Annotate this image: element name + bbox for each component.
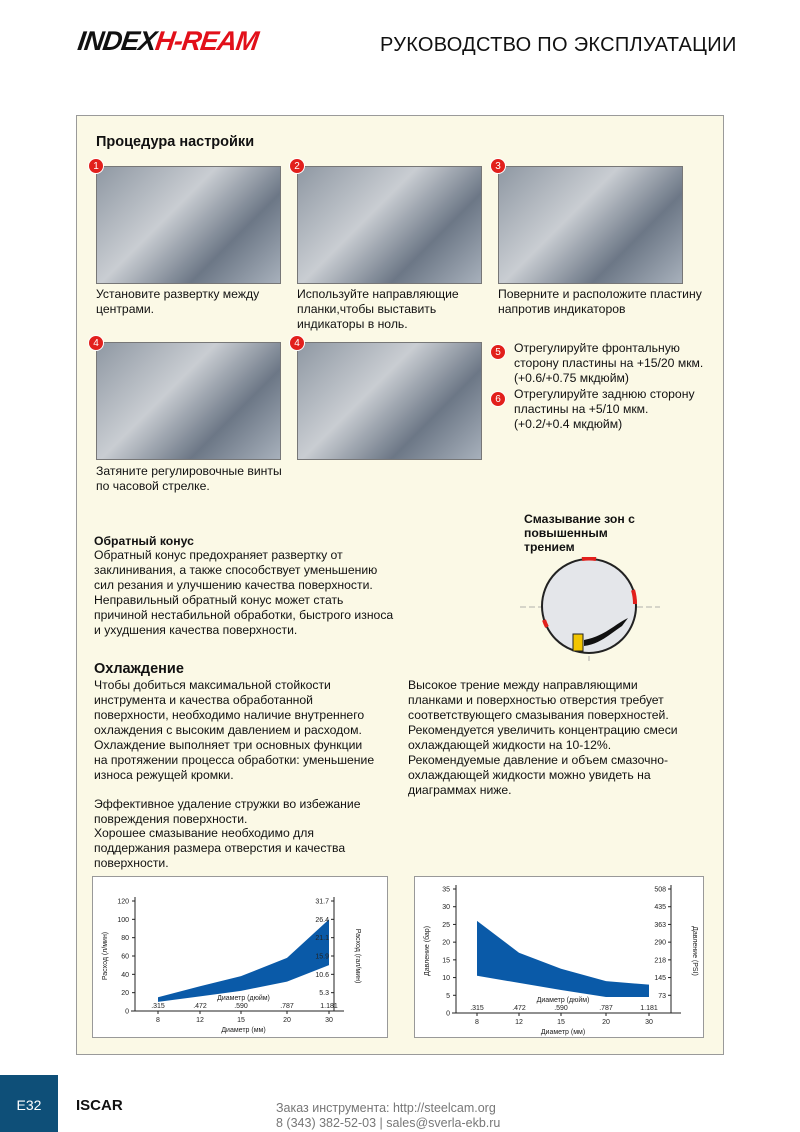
range-area xyxy=(477,921,649,997)
step-badge: 5 xyxy=(490,344,506,360)
x-tick-label: 30 xyxy=(645,1019,653,1026)
y-tick-label: 80 xyxy=(121,935,129,943)
y-tick-label: 100 xyxy=(117,916,129,924)
lubrication-diagram xyxy=(510,557,670,661)
y-right-tick-label: 508 xyxy=(654,886,666,894)
step-4-photo xyxy=(96,342,281,460)
y-right-tick-label: 363 xyxy=(654,921,666,929)
step-badge: 4 xyxy=(88,335,104,351)
y-tick-label: 15 xyxy=(442,957,450,965)
footer-contact xyxy=(276,1101,500,1131)
y-right-tick-label: 21.1 xyxy=(315,935,329,943)
y-tick-label: 30 xyxy=(442,904,450,912)
y-right-tick-label: 31.7 xyxy=(315,898,329,906)
x-label: Диаметр (мм) xyxy=(221,1027,266,1034)
y-label-right: Давление (PSI) xyxy=(691,926,698,976)
y-right-tick-label: 15.9 xyxy=(315,953,329,961)
y-tick-label: 35 xyxy=(442,886,450,894)
back-taper-text: Обратный конус предохраняет развертку от заклинивания, а также способствует уменьшению сил резания и улучшению качества поверхности. Неправильный обратный конус может стать причиной нестабильной обработки, быстрого износа и ухудшения качества поверхности. xyxy=(94,548,394,637)
x-inch-label: .472 xyxy=(512,1005,526,1012)
y-tick-label: 0 xyxy=(125,1008,129,1016)
step-badge: 4 xyxy=(289,335,305,351)
y-right-tick-label: 435 xyxy=(654,904,666,912)
x-tick-label: 8 xyxy=(475,1019,479,1026)
x-inch-label: .787 xyxy=(599,1005,613,1012)
x-tick-label: 20 xyxy=(283,1017,291,1024)
y-label: Давление (бар) xyxy=(424,925,431,977)
step-badge: 2 xyxy=(289,158,305,174)
cooling-paragraph-2: Эффективное удаление стружки во избежание повреждения поверхности. xyxy=(94,797,361,826)
step-badge: 3 xyxy=(490,158,506,174)
x-inch-label: .472 xyxy=(193,1003,207,1010)
logo: INDEXH-REAM xyxy=(75,26,260,56)
x-inch-label: .590 xyxy=(554,1005,568,1012)
back-taper-title: Обратный конус xyxy=(94,534,194,548)
footer-phone-email[interactable]: 8 (343) 382-52-03 | sales@sverla-ekb.ru xyxy=(276,1116,501,1130)
x-inch-label: .590 xyxy=(234,1003,248,1010)
step-5-caption: Отрегулируйте фронтальную сторону пластины на +15/20 мкм. (+0.6/+0.75 мкдюйм) xyxy=(514,341,704,385)
x-inch-label: .787 xyxy=(280,1003,294,1010)
y-tick-label: 5 xyxy=(446,992,450,1000)
x-tick-label: 15 xyxy=(557,1019,565,1026)
flow-chart xyxy=(92,876,388,1038)
y-label: Расход (л/мин) xyxy=(102,931,109,981)
y-tick-label: 60 xyxy=(121,953,129,961)
x-inch-label: 1.181 xyxy=(640,1005,658,1012)
cooling-paragraph-1: Чтобы добиться максимальной стойкости инструмента и качества обработанной поверхности, необходимо наличие внутреннего охлаждения с высоким давлением и расходом. Охлаждение выполняет три основных функции на протяжении процесса обработки: уменьшение износа режущей кромки. xyxy=(94,678,375,782)
x-label-top: Диаметр (дюйм) xyxy=(217,995,270,1002)
y-tick-label: 25 xyxy=(442,921,450,929)
y-right-tick-label: 218 xyxy=(654,957,666,965)
range-area xyxy=(158,916,329,1002)
step-3-caption: Поверните и расположите пластину напротив индикаторов xyxy=(498,287,702,316)
x-tick-label: 12 xyxy=(515,1019,523,1026)
x-tick-label: 30 xyxy=(325,1017,333,1024)
step-3-photo xyxy=(498,166,683,284)
y-right-tick-label: 26.4 xyxy=(315,916,329,924)
y-tick-label: 20 xyxy=(442,939,450,947)
y-tick-label: 10 xyxy=(442,975,450,983)
cooling-paragraph-right: Высокое трение между направляющими планками и поверхностью отверстия требует соответствующего смазывания поверхностей. Рекомендуется увеличить концентрацию смеси охлаждающей жидкости на 10-12%. Рекомендуемые давление и объем смазочно-охлаждающей жидкости можно увидеть на диаграммах ниже. xyxy=(408,678,678,797)
page-header-title: РУКОВОДСТВО ПО ЭКСПЛУАТАЦИИ xyxy=(380,34,737,56)
y-label-right: Расход (гал/мин) xyxy=(354,928,361,984)
step-6-caption: Отрегулируйте заднюю сторону пластины на +5/10 мкм. (+0.2/+0.4 мкдюйм) xyxy=(514,387,695,431)
step-1-photo xyxy=(96,166,281,284)
diagram-title: Смазывание зон с повышенным трением xyxy=(524,512,635,554)
x-tick-label: 12 xyxy=(196,1017,204,1024)
y-tick-label: 0 xyxy=(446,1010,450,1018)
x-label: Диаметр (мм) xyxy=(540,1029,586,1036)
y-tick-label: 20 xyxy=(121,990,129,998)
setup-title: Процедура настройки xyxy=(96,134,255,150)
y-right-tick-label: 73 xyxy=(658,992,666,1000)
y-right-tick-label: 290 xyxy=(654,939,666,947)
y-tick-label: 120 xyxy=(117,898,129,906)
x-inch-label: .315 xyxy=(470,1005,484,1012)
step-4-caption: Затяните регулировочные винты по часовой стрелке. xyxy=(96,464,282,493)
y-right-tick-label: 145 xyxy=(654,975,666,983)
x-inch-label: .315 xyxy=(151,1003,165,1010)
step-4b-photo xyxy=(297,342,482,460)
x-tick-label: 8 xyxy=(156,1017,160,1024)
step-2-caption: Используйте направляющие планки,чтобы выставить индикаторы в ноль. xyxy=(297,287,459,331)
cooling-title: Охлаждение xyxy=(94,661,184,677)
x-inch-label: 1.181 xyxy=(320,1003,338,1010)
y-right-tick-label: 10.6 xyxy=(315,971,329,979)
y-right-tick-label: 5.3 xyxy=(319,990,329,998)
footer-order-link[interactable]: Заказ инструмента: http://steelcam.org xyxy=(276,1101,496,1115)
pressure-chart xyxy=(414,876,704,1038)
y-tick-label: 40 xyxy=(121,971,129,979)
footer-brand: ISCAR xyxy=(76,1097,123,1114)
page-number: E32 xyxy=(0,1075,58,1132)
step-1-caption: Установите развертку между центрами. xyxy=(96,287,260,316)
step-2-photo xyxy=(297,166,482,284)
step-badge: 1 xyxy=(88,158,104,174)
x-tick-label: 20 xyxy=(602,1019,610,1026)
x-tick-label: 15 xyxy=(237,1017,245,1024)
step-badge: 6 xyxy=(490,391,506,407)
cooling-paragraph-3: Хорошее смазывание необходимо для поддержания размера отверстия и качества поверхности. xyxy=(94,826,346,870)
x-label-top: Диаметр (дюйм) xyxy=(536,997,590,1004)
